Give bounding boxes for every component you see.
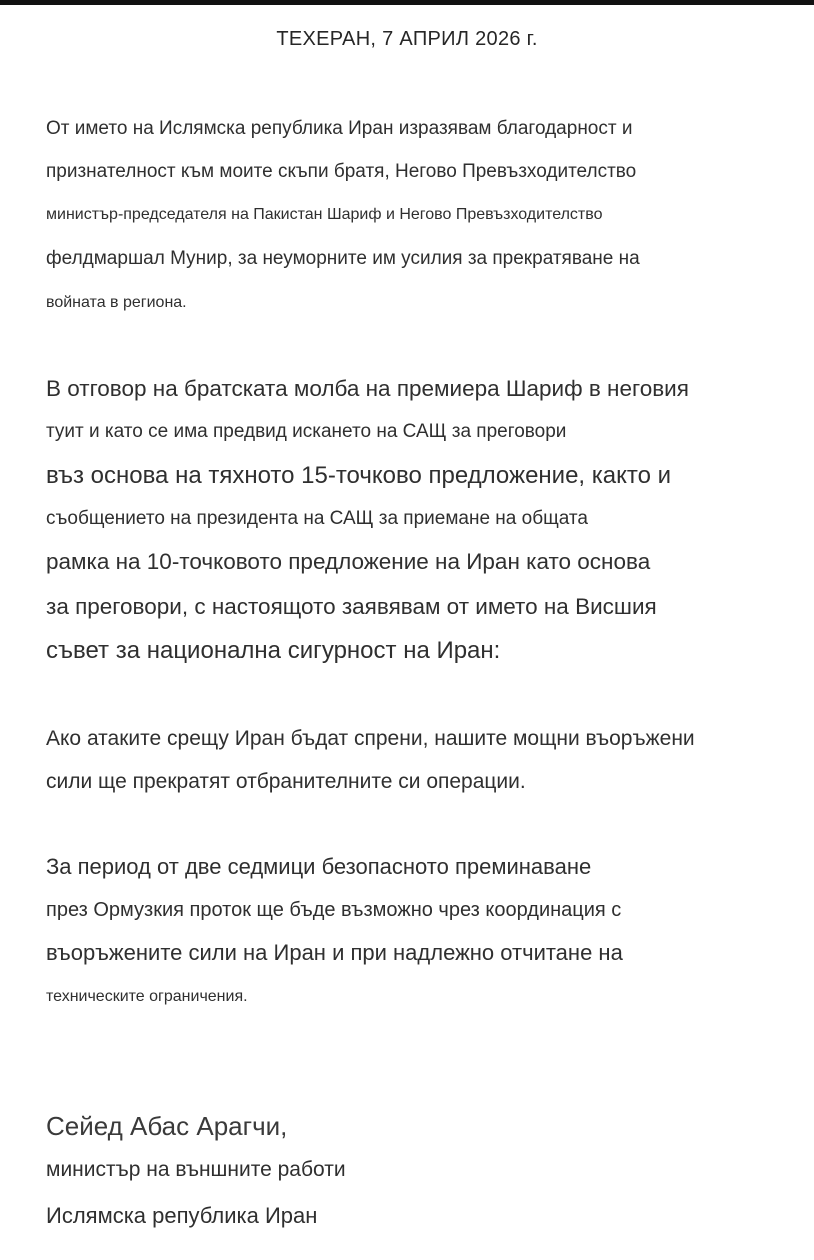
dateline: ТЕХЕРАН, 7 АПРИЛ 2026 г. (276, 28, 538, 50)
paragraph-line: фелдмаршал Мунир, за неуморните им усилия за прекратяване на (46, 248, 640, 269)
top-border (0, 0, 814, 5)
paragraph-line: признателност към моите скъпи братя, Негово Превъзходителство (46, 161, 637, 182)
paragraph-line: въоръжените сили на Иран и при надлежно отчитане на (46, 940, 623, 965)
paragraph-line: въз основа на тяхното 15-точково предложение, както и (46, 462, 672, 489)
paragraph-line: министър-председателя на Пакистан Шариф и Негово Превъзходителство (46, 206, 603, 223)
paragraph-line: сили ще прекратят отбранителните си операции. (46, 770, 526, 793)
paragraph-line: рамка на 10-точковото предложение на Иран като основа (46, 549, 651, 574)
paragraph-line: Ако атаките срещу Иран бъдат спрени, нашите мощни въоръжени (46, 727, 695, 750)
signatory-country: Ислямска република Иран (46, 1203, 318, 1228)
paragraph-line: съобщението на президента на САЩ за приемане на общата (46, 508, 588, 529)
paragraph-line: В отговор на братската молба на премиера Шариф в неговия (46, 376, 689, 401)
paragraph-line: през Ормузкия проток ще бъде възможно чрез координация с (46, 899, 622, 921)
signatory-name: Сейед Абас Арагчи, (46, 1111, 288, 1141)
paragraph-line: От името на Ислямска република Иран изразявам благодарност и (46, 118, 633, 139)
paragraph-line: за преговори, с настоящото заявявам от името на Висшия (46, 594, 657, 619)
paragraph-line: съвет за национална сигурност на Иран: (46, 637, 501, 664)
paragraph-line: войната в региона. (46, 294, 187, 311)
paragraph-line: техническите ограничения. (46, 988, 248, 1005)
signatory-title: министър на външните работи (46, 1158, 346, 1181)
paragraph-line: туит и като се има предвид искането на САЩ за преговори (46, 421, 567, 442)
paragraph-line: За период от две седмици безопасното преминаване (46, 854, 592, 879)
